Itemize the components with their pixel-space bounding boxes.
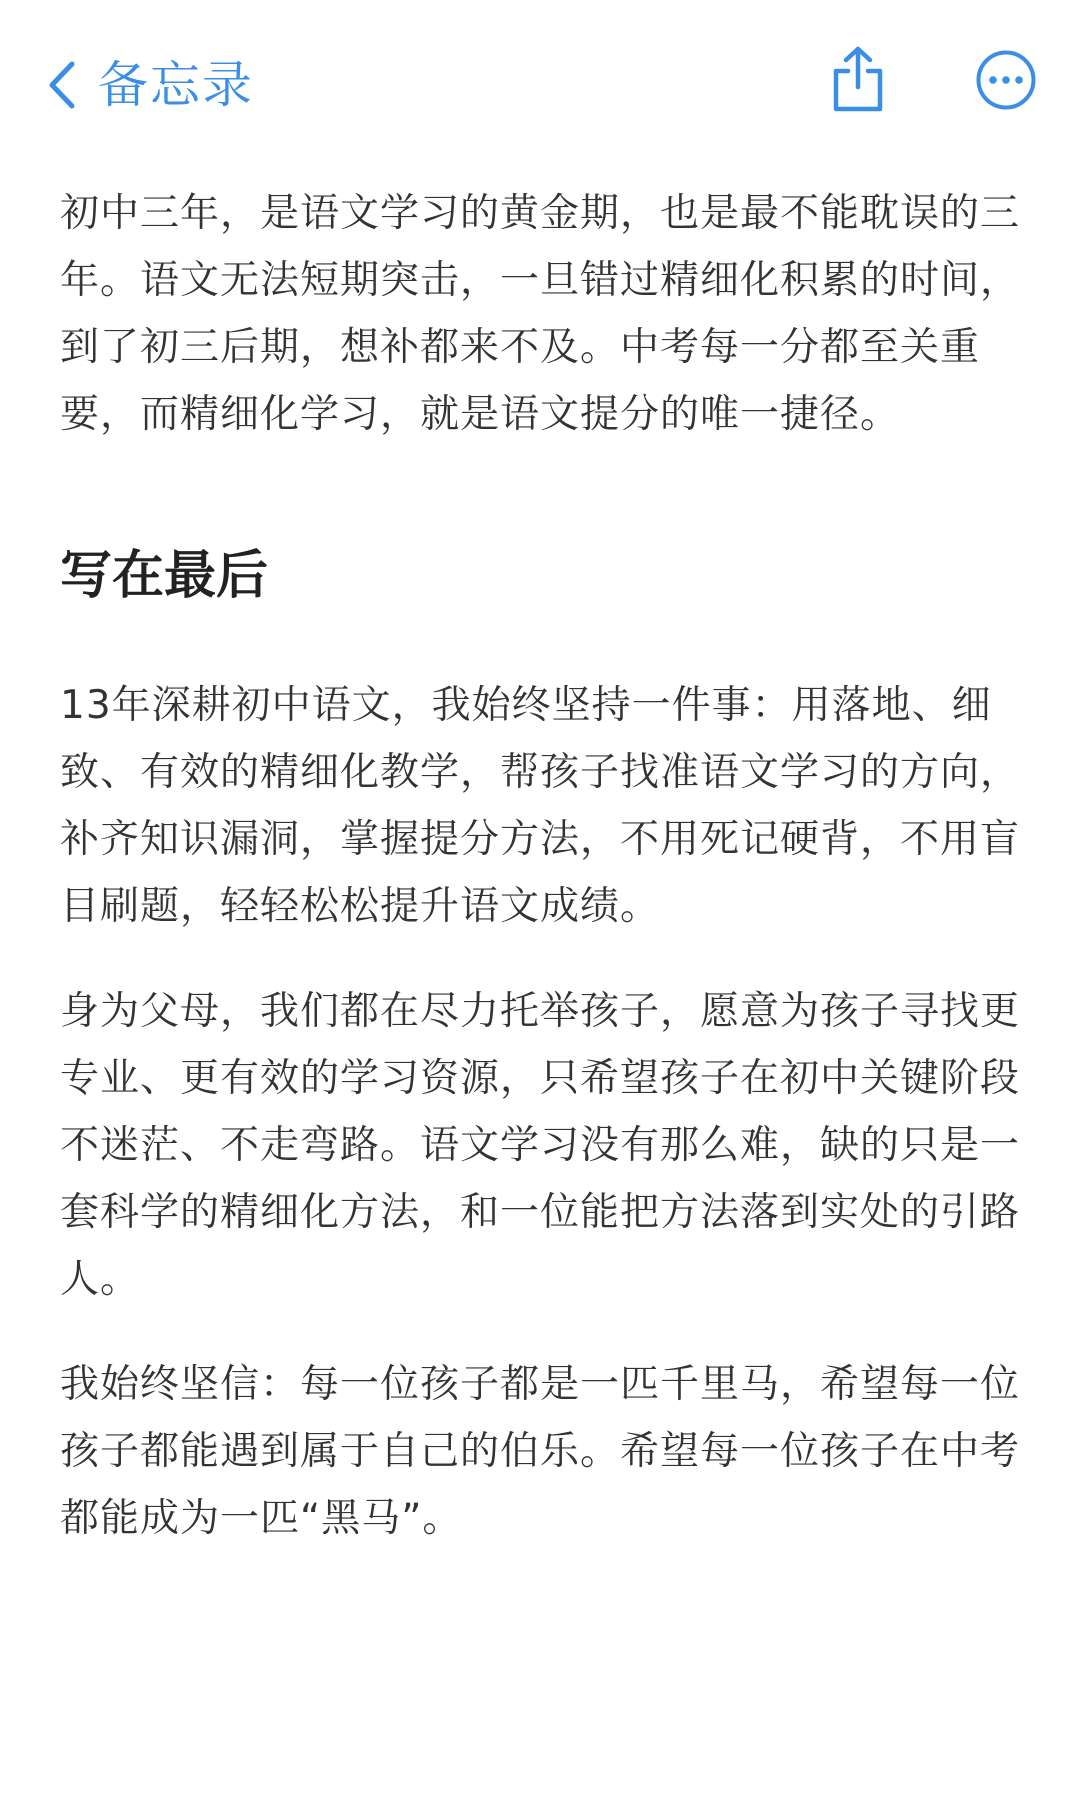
note-paragraph: 身为父母，我们都在尽力托举孩子，愿意为孩子寻找更专业、更有效的学习资源，只希望孩子在初中关键阶段不迷茫、不走弯路。语文学习没有那么难，缺的只是一套科学的精细化方法，和一位能把方法落到实处的引路人。: [60, 989, 1021, 1302]
note-paragraph: 初中三年，是语文学习的黄金期，也是最不能耽误的三年。语文无法短期突击，一旦错过精细化积累的时间，到了初三后期，想补都来不及。中考每一分都至关重要，而精细化学习，就是语文提分的唯一捷径。: [60, 191, 1021, 437]
share-button[interactable]: [820, 40, 896, 124]
more-button[interactable]: [968, 40, 1044, 124]
note-body[interactable]: [60, 180, 1030, 1552]
chevron-left-icon: [46, 60, 76, 110]
share-icon: [828, 45, 888, 119]
back-button[interactable]: [46, 50, 254, 120]
note-paragraph: 我始终坚信：每一位孩子都是一匹千里马，希望每一位孩子都能遇到属于自己的伯乐。希望每一位孩子在中考都能成为一匹“黑马”。: [60, 1362, 1021, 1541]
note-paragraph: 13年深耕初中语文，我始终坚持一件事：用落地、细致、有效的精细化教学，帮孩子找准语文学习的方向，补齐知识漏洞，掌握提分方法，不用死记硬背，不用盲目刷题，轻轻松松提升语文成绩。: [60, 683, 1021, 929]
more-icon: [975, 49, 1037, 115]
section-heading: 写在最后: [60, 546, 269, 606]
back-label: 备忘录: [98, 56, 254, 114]
nav-bar: [0, 0, 1080, 160]
